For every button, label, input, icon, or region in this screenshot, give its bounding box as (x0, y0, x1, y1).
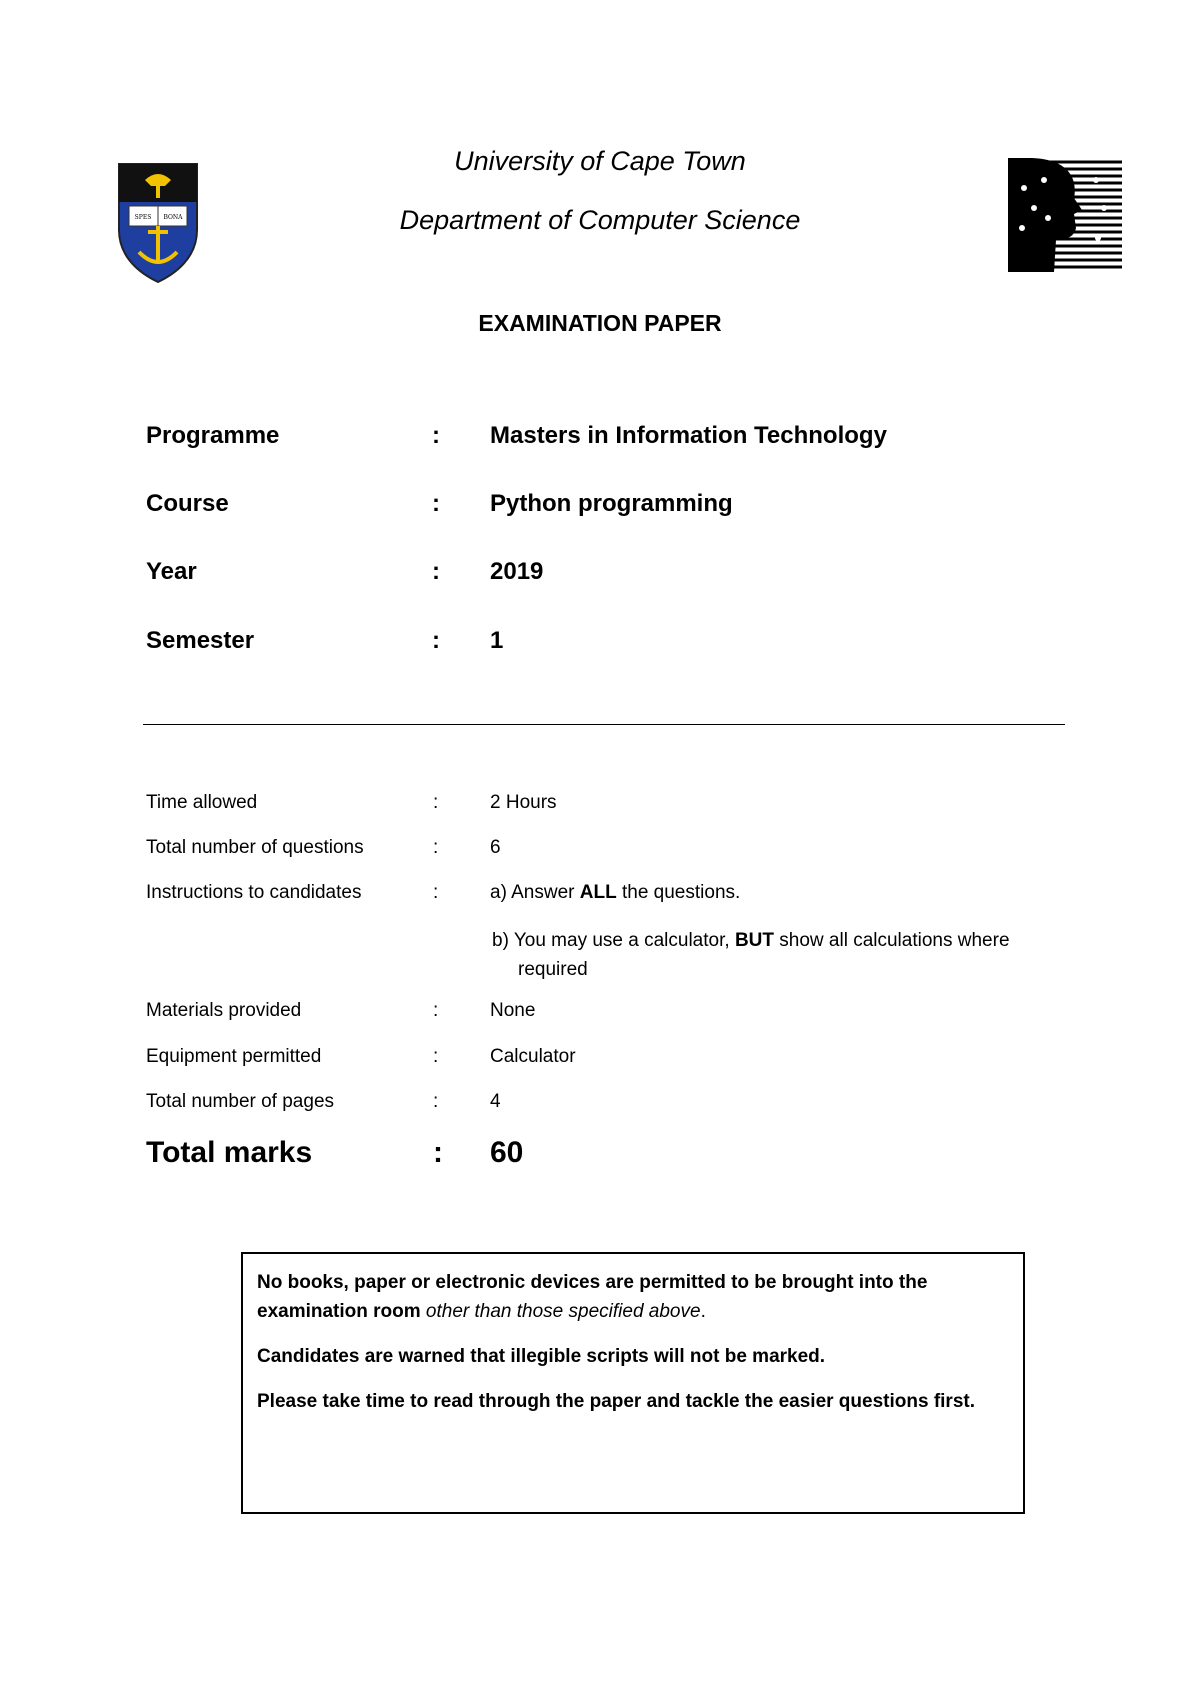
department-name: Department of Computer Science (399, 205, 801, 235)
instruction-a-emphasis: ALL (579, 882, 617, 903)
semester-separator: : (432, 627, 440, 654)
time-value: 2 Hours (490, 792, 557, 813)
course-value: Python programming (490, 490, 733, 517)
notice-line-1-italic: other than those specified above (425, 1301, 701, 1322)
section-divider (143, 724, 1065, 725)
semester-value: 1 (490, 627, 504, 654)
instruction-b-emphasis: BUT (734, 930, 774, 951)
instructions-label: Instructions to candidates (146, 882, 362, 903)
pages-value: 4 (490, 1091, 501, 1112)
total-marks-label: Total marks (146, 1136, 313, 1169)
pages-separator: : (433, 1091, 439, 1112)
questions-label: Total number of questions (146, 837, 364, 858)
pages-label: Total number of pages (146, 1091, 335, 1112)
notice-line-1-end: . (700, 1301, 706, 1322)
notice-line-3: Please take time to read through the paper and tackle the easier questions first. (257, 1391, 975, 1412)
year-separator: : (432, 558, 440, 585)
university-name: University of Cape Town (454, 146, 746, 176)
equipment-label: Equipment permitted (146, 1046, 322, 1067)
semester-label: Semester (146, 627, 255, 654)
materials-label: Materials provided (146, 1000, 302, 1021)
questions-value: 6 (490, 837, 501, 858)
instruction-a (490, 882, 740, 904)
course-label: Course (146, 490, 229, 517)
total-marks-value: 60 (490, 1136, 524, 1169)
instruction-b-prefix: b) You may use a calculator, (492, 930, 735, 951)
instruction-b-suffix: show all calculations where required (518, 930, 1010, 980)
notice-box (241, 1252, 1025, 1514)
instruction-b (492, 926, 1072, 984)
university-crest-logo (115, 160, 201, 284)
notice-line-1-text: No books, paper or electronic devices are permitted to be brought into the examination room (257, 1272, 928, 1322)
instruction-a-prefix: a) Answer (490, 882, 580, 903)
programme-value: Masters in Information Technology (490, 422, 887, 449)
equipment-value: Calculator (490, 1046, 576, 1067)
crest-motto-right: BONA (163, 214, 183, 221)
department-logo (1008, 158, 1122, 272)
page-title: EXAMINATION PAPER (478, 310, 722, 336)
materials-separator: : (433, 1000, 439, 1021)
equipment-separator: : (433, 1046, 439, 1067)
year-label: Year (146, 558, 197, 585)
materials-value: None (490, 1000, 536, 1021)
year-value: 2019 (490, 558, 544, 585)
crest-motto-left: SPES (134, 214, 152, 221)
course-separator: : (432, 490, 440, 517)
total-marks-separator: : (433, 1136, 443, 1169)
time-separator: : (433, 792, 439, 813)
programme-separator: : (432, 422, 440, 449)
notice-line-1 (257, 1268, 1009, 1326)
notice-line-2: Candidates are warned that illegible scripts will not be marked. (257, 1346, 826, 1367)
time-label: Time allowed (146, 792, 258, 813)
instruction-a-suffix: the questions. (616, 882, 741, 903)
instructions-separator: : (433, 882, 439, 903)
programme-label: Programme (146, 422, 280, 449)
questions-separator: : (433, 837, 439, 858)
